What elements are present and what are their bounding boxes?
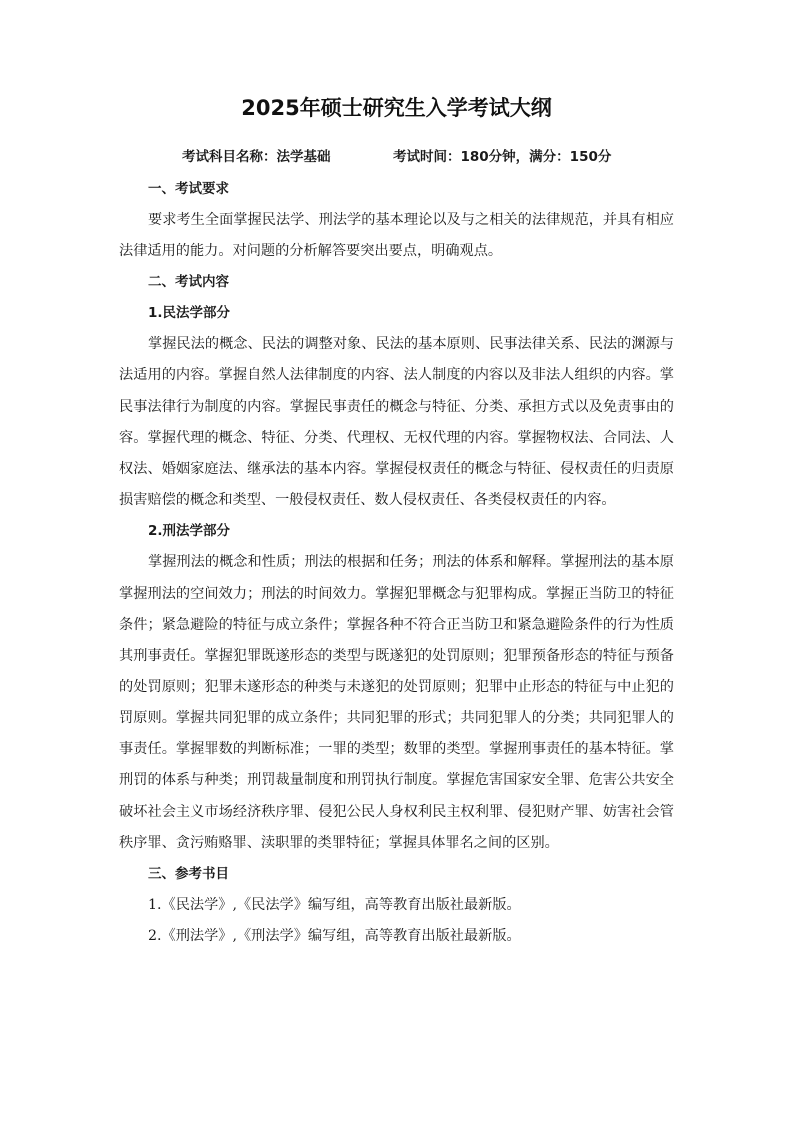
paragraph-line: 秩序罪、贪污贿赂罪、渎职罪的类罪特征；掌握具体罪名之间的区别。 [119,834,559,851]
paragraph-line: 民事法律行为制度的内容。掌握民事责任的概念与特征、分类、承担方式以及免责事由的 [119,398,674,415]
paragraph-line: 容。掌握代理的概念、特征、分类、代理权、无权代理的内容。掌握物权法、合同法、人 [119,429,674,446]
exam-time-score: 考试时间：180分钟，满分：150分 [393,149,612,165]
paragraph-line: 破坏社会主义市场经济秩序罪、侵犯公民人身权利民主权利罪、侵犯财产罪、妨害社会管 [119,803,674,820]
paragraph-line: 掌握刑法的空间效力；刑法的时间效力。掌握犯罪概念与犯罪构成。掌握正当防卫的特征 [119,585,674,602]
section-heading: 一、考试要求 [148,180,229,197]
reference-item: 2.《刑法学》,《刑法学》编写组，高等教育出版社最新版。 [148,928,521,945]
paragraph-line: 刑罚的体系与种类；刑罚裁量制度和刑罚执行制度。掌握危害国家安全罪、危害公共安全 [119,772,674,789]
paragraph-line: 的处罚原则；犯罪未遂形态的种类与未遂犯的处罚原则；犯罪中止形态的特征与中止犯的 [119,679,674,695]
paragraph-line: 权法、婚姻家庭法、继承法的基本内容。掌握侵权责任的概念与特征、侵权责任的归责原 [119,460,674,477]
paragraph-line: 要求考生全面掌握民法学、刑法学的基本理论以及与之相关的法律规范，并具有相应 [148,211,674,228]
exam-meta [0,142,793,173]
section-heading: 2.刑法学部分 [148,523,231,540]
paragraph-line: 罚原则。掌握共同犯罪的成立条件；共同犯罪的形式；共同犯罪人的分类；共同犯罪人的 [119,710,674,727]
paragraph-line: 条件；紧急避险的特征与成立条件；掌握各种不符合正当防卫和紧急避险条件的行为性质 [119,616,674,633]
section-heading: 二、考试内容 [148,273,229,290]
document-body [119,174,674,953]
paragraph-line: 事责任。掌握罪数的判断标准；一罪的类型；数罪的类型。掌握刑事责任的基本特征。掌 [119,741,674,758]
paragraph-line: 掌握刑法的概念和性质；刑法的根据和任务；刑法的体系和解释。掌握刑法的基本原 [148,554,674,571]
paragraph-line: 掌握民法的概念、民法的调整对象、民法的基本原则、民事法律关系、民法的渊源与 [148,336,674,353]
reference-item: 1.《民法学》,《民法学》编写组，高等教育出版社最新版。 [148,897,521,914]
section-heading: 三、参考书目 [148,865,229,882]
exam-subject: 考试科目名称：法学基础 [182,149,331,165]
document-title: 2025年硕士研究生入学考试大纲 [241,96,552,120]
paragraph-line: 损害赔偿的概念和类型、一般侵权责任、数人侵权责任、各类侵权责任的内容。 [119,492,616,509]
paragraph-line: 其刑事责任。掌握犯罪既遂形态的类型与既遂犯的处罚原则；犯罪预备形态的特征与预备 [119,647,674,664]
paragraph-line: 法律适用的能力。对问题的分析解答要突出要点，明确观点。 [119,242,503,259]
paragraph-line: 法适用的内容。掌握自然人法律制度的内容、法人制度的内容以及非法人组织的内容。掌 [119,367,674,384]
section-heading: 1.民法学部分 [148,305,231,322]
